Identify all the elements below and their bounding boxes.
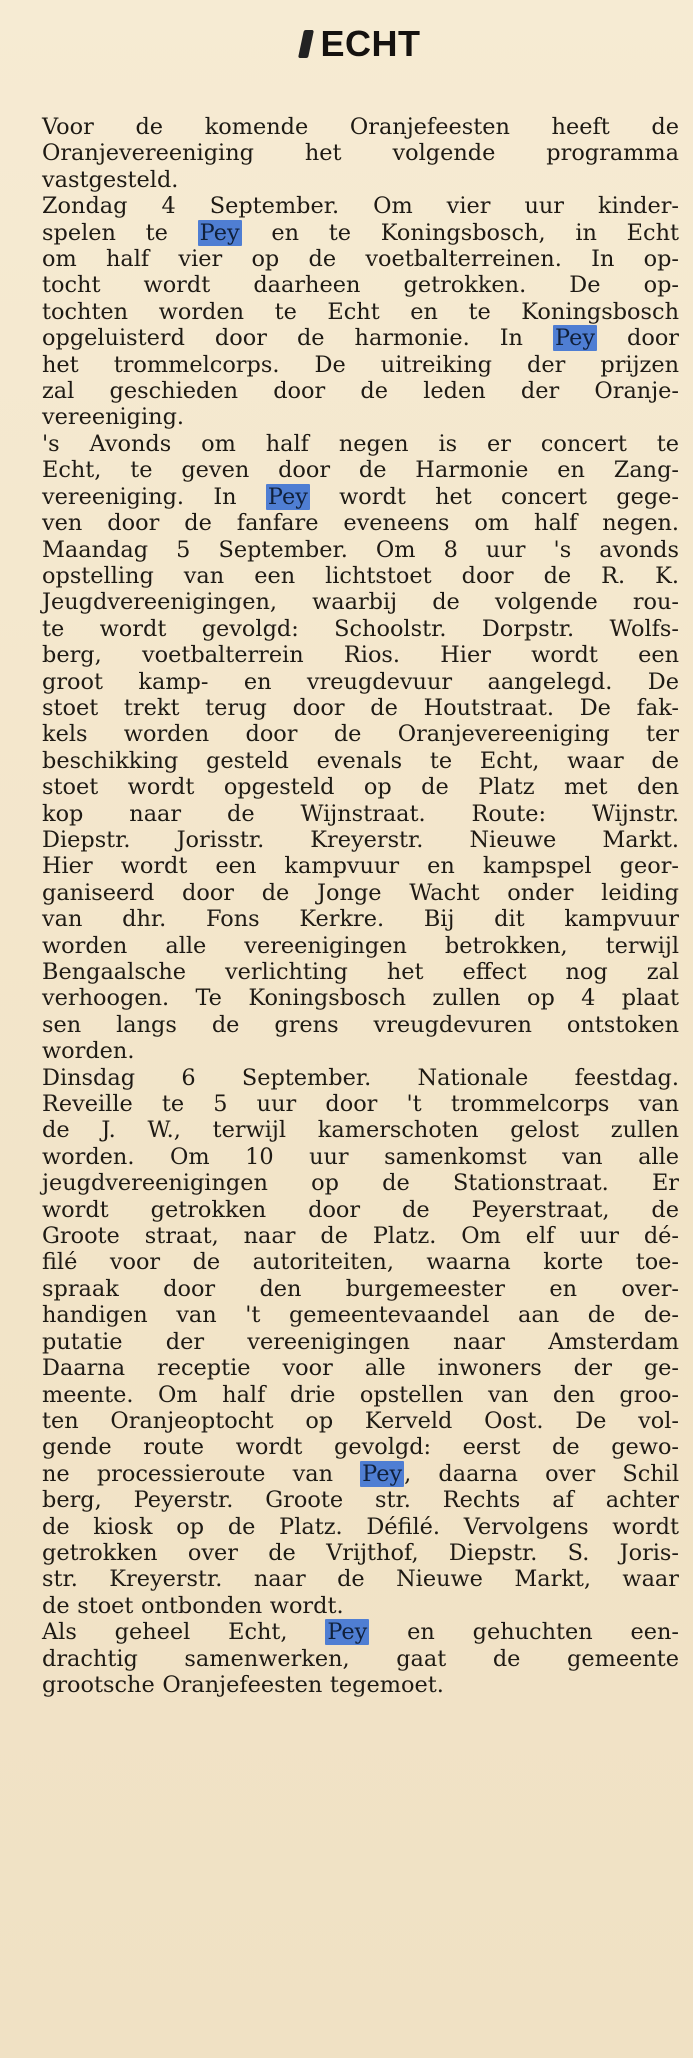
text-line [42, 114, 679, 140]
text-line [42, 563, 679, 589]
text-segment: van dhr. Fons Kerkre. Bij dit kampvuur [42, 906, 679, 933]
text-line [42, 853, 679, 879]
text-segment: berg, Peyerstr. Groote str. Rechts af achter [42, 1487, 679, 1514]
text-segment: vastgesteld. [42, 166, 179, 193]
text-segment: spraak door den burgemeester en over- [42, 1275, 679, 1302]
text-line [42, 1672, 679, 1698]
text-line [42, 1223, 679, 1249]
text-segment: opstelling van een lichtstoet door de R. K. [42, 562, 679, 589]
text-line [42, 774, 679, 800]
text-line [42, 1091, 679, 1117]
text-segment: tocht wordt daarheen getrokken. De op- [42, 272, 679, 299]
text-segment: stoet trekt terug door de Houtstraat. De fak- [42, 694, 679, 721]
text-line [42, 140, 679, 166]
search-highlight: Pey [362, 1460, 403, 1487]
article-paragraph [42, 193, 679, 431]
text-segment: 's Avonds om half negen is er concert te [42, 430, 679, 457]
text-line [42, 880, 679, 906]
text-segment: drachtig samenwerken, gaat de gemeente [42, 1645, 679, 1672]
text-segment: meente. Om half drie opstellen van den groo- [42, 1381, 679, 1408]
text-segment: grootsche Oranjefeesten tegemoet. [42, 1671, 444, 1698]
text-segment: berg, voetbalterrein Rios. Hier wordt een [42, 642, 679, 669]
text-line [42, 1038, 679, 1064]
text-segment: filé voor de autoriteiten, waarna korte toe- [42, 1249, 679, 1276]
article-paragraph [42, 431, 679, 1065]
text-segment: , daarna over Schil [404, 1460, 679, 1487]
text-line [42, 537, 679, 563]
text-line [42, 695, 679, 721]
text-segment: Groote straat, naar de Platz. Om elf uur dé- [42, 1223, 679, 1250]
text-segment: Als geheel Echt, [42, 1619, 326, 1646]
text-segment: de kiosk op de Platz. Défilé. Vervolgens wordt [42, 1513, 679, 1540]
search-highlight: Pey [199, 219, 240, 246]
text-line [42, 642, 679, 668]
text-segment: spelen te [42, 219, 198, 246]
text-segment: opgeluisterd door de harmonie. In [42, 325, 554, 352]
text-line [42, 1065, 679, 1091]
text-segment: Diepstr. Jorisstr. Kreyerstr. Nieuwe Markt. [42, 826, 679, 853]
text-segment: vereeniging. [42, 404, 185, 431]
text-segment: Daarna receptie voor alle inwoners der ge- [42, 1355, 679, 1382]
text-segment: Jeugdvereenigingen, waarbij de volgende rou- [42, 589, 679, 616]
text-segment: Voor de komende Oranjefeesten heeft de [42, 114, 679, 140]
text-line [42, 220, 679, 246]
text-line [42, 1012, 679, 1038]
text-segment: ven door de fanfare eveneens om half negen. [42, 510, 679, 537]
text-line [42, 1514, 679, 1540]
text-line [42, 959, 679, 985]
search-highlight: Pey [267, 483, 308, 510]
article-body [42, 114, 679, 1698]
text-segment: Reveille te 5 uur door 't trommelcorps van [42, 1091, 679, 1118]
text-segment: worden alle vereenigingen betrokken, terwijl [42, 932, 679, 959]
ornament-icon [298, 30, 314, 58]
text-segment: ten Oranjeoptocht op Kerveld Oost. De vol- [42, 1407, 679, 1434]
text-line [42, 1382, 679, 1408]
text-line [42, 906, 679, 932]
text-line [42, 1329, 679, 1355]
text-line [42, 1249, 679, 1275]
text-line [42, 1540, 679, 1566]
text-line [42, 457, 679, 483]
search-highlight: Pey [327, 1619, 368, 1646]
text-segment: tochten worden te Echt en te Koningsbosch [42, 298, 679, 325]
text-segment: handigen van 't gemeentevaandel aan de de- [42, 1302, 679, 1329]
text-line [42, 1170, 679, 1196]
text-segment: jeugdvereenigingen op de Stationstraat. Er [42, 1170, 679, 1197]
text-line [42, 431, 679, 457]
text-line [42, 616, 679, 642]
text-segment: Hier wordt een kampvuur en kampspel geor- [42, 853, 679, 880]
text-line [42, 1619, 679, 1645]
text-segment: ganiseerd door de Jonge Wacht onder leiding [42, 879, 679, 906]
text-segment: en te Koningsbosch, in Echt [241, 219, 679, 246]
text-segment: vereeniging. In [42, 483, 266, 510]
text-segment: de stoet ontbonden wordt. [42, 1592, 344, 1619]
text-segment: het trommelcorps. De uitreiking der prijzen [42, 351, 679, 378]
text-line [42, 801, 679, 827]
text-line [42, 827, 679, 853]
text-line [42, 167, 679, 193]
text-line [42, 352, 679, 378]
text-segment: stoet wordt opgesteld op de Platz met den [42, 774, 679, 801]
text-segment: getrokken over de Vrijthof, Diepstr. S. Joris- [42, 1539, 679, 1566]
text-segment: de J. W., terwijl kamerschoten gelost zullen [42, 1117, 679, 1144]
text-segment: ne processieroute van [42, 1460, 361, 1487]
article-paragraph [42, 1619, 679, 1698]
text-segment: verhoogen. Te Koningsbosch zullen op 4 plaat [42, 985, 679, 1012]
text-line [42, 669, 679, 695]
text-line [42, 721, 679, 747]
text-line [42, 1276, 679, 1302]
text-segment: worden. Om 10 uur samenkomst van alle [42, 1143, 679, 1170]
text-segment: kels worden door de Oranjevereeniging ter [42, 721, 679, 748]
text-segment: worden. [42, 1038, 135, 1065]
text-line [42, 1355, 679, 1381]
text-line [42, 1461, 679, 1487]
text-line [42, 193, 679, 219]
text-line [42, 378, 679, 404]
search-highlight: Pey [555, 325, 595, 352]
text-segment: Zondag 4 September. Om vier uur kinder- [42, 193, 679, 220]
article-paragraph [42, 114, 679, 193]
text-line [42, 1593, 679, 1619]
text-line [42, 484, 679, 510]
text-line [42, 589, 679, 615]
text-line [42, 325, 679, 351]
text-line [42, 985, 679, 1011]
text-line [42, 1408, 679, 1434]
text-segment: en gehuchten een- [369, 1619, 679, 1646]
text-line [42, 272, 679, 298]
text-segment: gende route wordt gevolgd: eerst de gewo- [42, 1434, 679, 1461]
text-line [42, 1646, 679, 1672]
text-segment: te wordt gevolgd: Schoolstr. Dorpstr. Wolfs- [42, 615, 679, 642]
text-segment: groot kamp- en vreugdevuur aangelegd. De [42, 668, 679, 695]
text-line [42, 510, 679, 536]
text-segment: Bengaalsche verlichting het effect nog zal [42, 959, 679, 985]
text-line [42, 1434, 679, 1460]
text-segment: Dinsdag 6 September. Nationale feestdag. [42, 1064, 679, 1091]
text-line [42, 299, 679, 325]
text-line [42, 1144, 679, 1170]
text-segment: Echt, te geven door de Harmonie en Zang- [42, 457, 679, 484]
article-paragraph [42, 1065, 679, 1620]
text-line [42, 404, 679, 430]
article-title: ECHT [320, 23, 421, 64]
text-segment: Maandag 5 September. Om 8 uur 's avonds [42, 536, 679, 563]
text-line [42, 1117, 679, 1143]
text-line [42, 1197, 679, 1223]
text-segment: beschikking gesteld evenals te Echt, waar de [42, 747, 679, 774]
article-header [42, 18, 679, 70]
text-segment: Oranjevereeniging het volgende programma [42, 140, 679, 167]
text-line [42, 1566, 679, 1592]
text-line [42, 933, 679, 959]
text-line [42, 246, 679, 272]
text-segment: kop naar de Wijnstraat. Route: Wijnstr. [42, 800, 679, 827]
text-line [42, 748, 679, 774]
text-segment: wordt het concert gege- [309, 483, 679, 510]
text-segment: door [596, 325, 680, 352]
text-segment: zal geschieden door de leden der Oranje- [42, 378, 679, 405]
text-line [42, 1302, 679, 1328]
text-segment: om half vier op de voetbalterreinen. In op- [42, 246, 679, 273]
text-segment: sen langs de grens vreugdevuren ontstoken [42, 1011, 679, 1038]
text-segment: putatie der vereenigingen naar Amsterdam [42, 1328, 679, 1355]
text-line [42, 1487, 679, 1513]
text-segment: str. Kreyerstr. naar de Nieuwe Markt, waar [42, 1566, 679, 1593]
text-segment: wordt getrokken door de Peyerstraat, de [42, 1196, 679, 1223]
